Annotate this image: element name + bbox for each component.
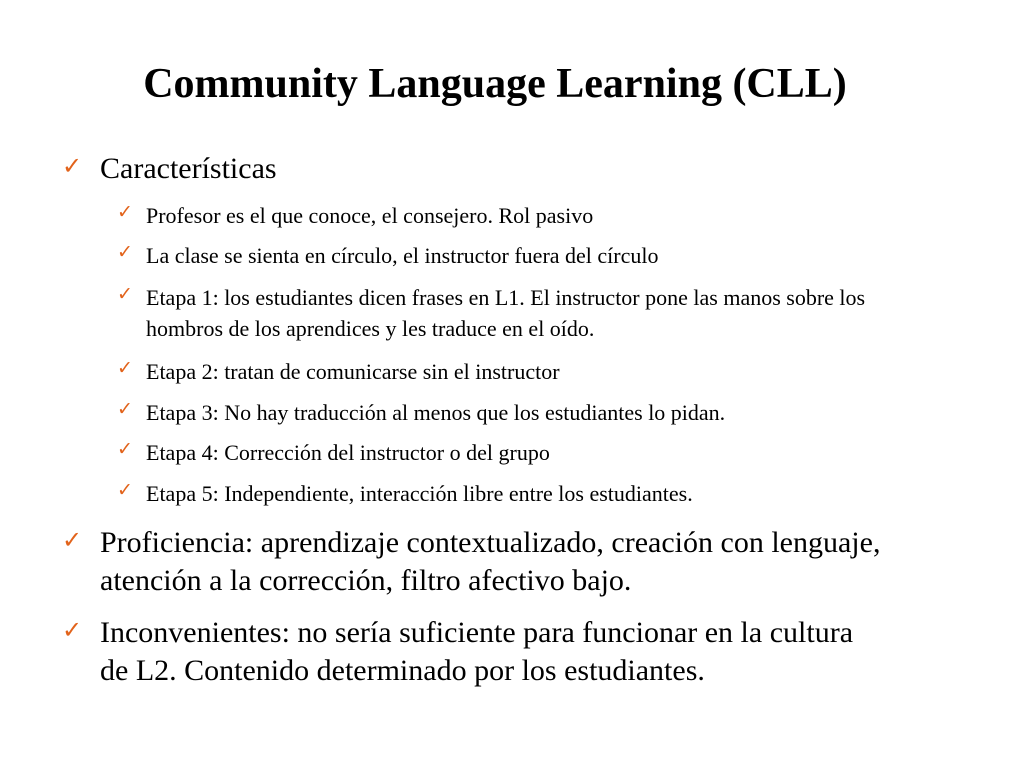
checkmark-icon: ✓: [62, 528, 83, 554]
bullet-item: [62, 150, 982, 188]
sub-bullet-text: Etapa 1: los estudiantes dicen frases en L1. El instructor pone las manos sobre los hombros de los aprendices y les traduce en el oído.: [146, 285, 866, 341]
sub-bullet-text: Profesor es el que conoce, el consejero. Rol pasivo: [146, 203, 594, 228]
slide-title: Community Language Learning (CLL): [143, 61, 847, 107]
sub-bullet-item: [117, 200, 977, 231]
checkmark-icon: ✓: [117, 399, 133, 420]
sub-bullet-item: [117, 478, 977, 509]
checkmark-icon: ✓: [117, 242, 133, 263]
checkmark-icon: ✓: [117, 358, 133, 379]
sub-bullet-item: [117, 397, 977, 428]
sub-bullet-text: Etapa 2: tratan de comunicarse sin el instructor: [146, 359, 560, 384]
bullet-text: Proficiencia: aprendizaje contextualizado, creación con lenguaje, atención a la corrección, filtro afectivo bajo.: [100, 526, 881, 597]
checkmark-icon: ✓: [117, 439, 133, 460]
bullet-text: Características: [100, 152, 277, 185]
checkmark-icon: ✓: [62, 618, 83, 644]
sub-bullet-item: [117, 282, 937, 344]
sub-bullet-item: [117, 437, 977, 468]
bullet-item: [62, 524, 882, 600]
checkmark-icon: ✓: [117, 202, 133, 223]
bullet-item: [62, 614, 882, 690]
bullet-text: Inconvenientes: no sería suficiente para funcionar en la cultura de L2. Contenido determinado por los estudiantes.: [100, 616, 854, 687]
sub-bullet-text: Etapa 3: No hay traducción al menos que los estudiantes lo pidan.: [146, 400, 726, 425]
sub-bullet-text: Etapa 5: Independiente, interacción libre entre los estudiantes.: [146, 481, 693, 506]
sub-bullet-item: [117, 356, 977, 387]
sub-bullet-item: [117, 240, 977, 271]
sub-bullet-text: La clase se sienta en círculo, el instructor fuera del círculo: [146, 243, 659, 268]
checkmark-icon: ✓: [62, 154, 83, 180]
checkmark-icon: ✓: [117, 480, 133, 501]
sub-bullet-text: Etapa 4: Corrección del instructor o del grupo: [146, 440, 550, 465]
checkmark-icon: ✓: [117, 284, 133, 305]
